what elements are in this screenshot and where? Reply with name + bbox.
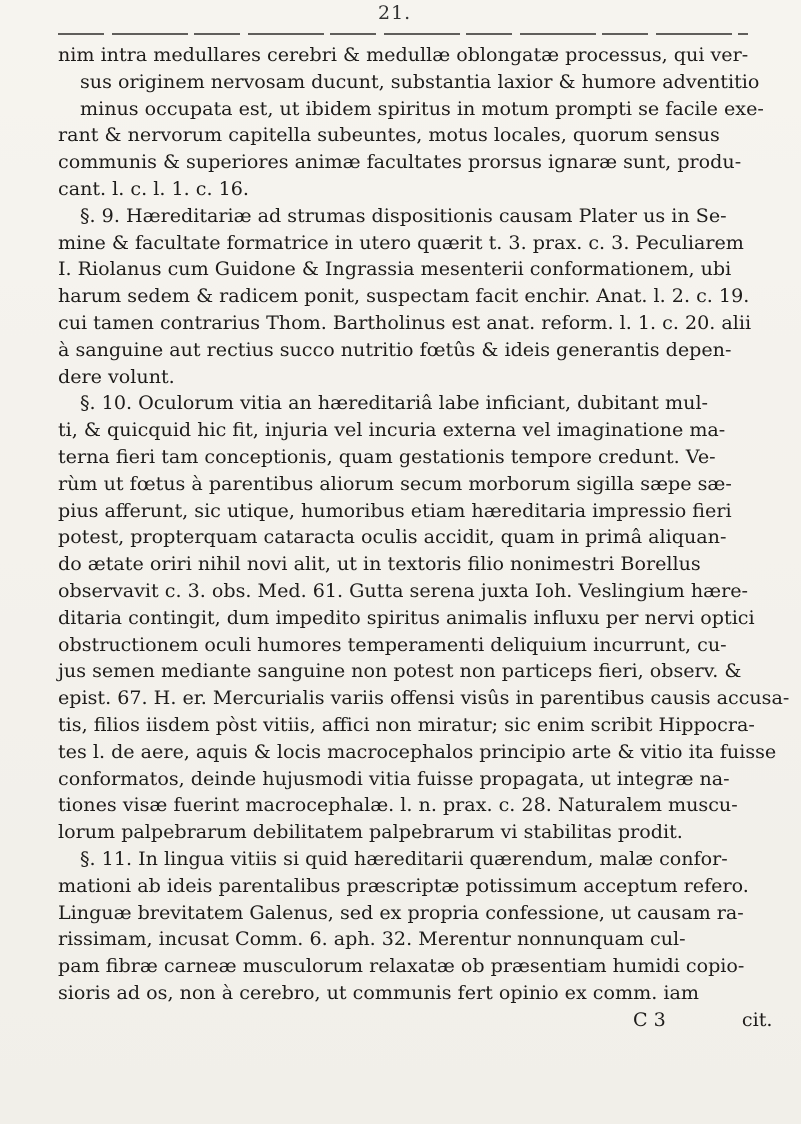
text-line: observavit c. 3. obs. Med. 61. Gutta serena juxta Ioh. Veslingium hære- [58, 578, 748, 602]
text-line: jus semen mediante sanguine non potest non particeps fieri, observ. & [58, 659, 742, 683]
text-line: tis, filios iisdem pòst vitiis, affici non miratur; sic enim scribit Hippocra- [58, 712, 755, 736]
paragraph-start: §. 10. Oculorum vitia an hæreditariâ labe inficiant, dubitant mul- [80, 391, 709, 415]
text-line: tes l. de aere, aquis & locis macrocephalos principio arte & vitio ita fuisse [58, 739, 777, 763]
text-line: rùm ut fœtus à parentibus aliorum secum morborum sigilla sæpe sæ- [58, 471, 732, 495]
text-line: lorum palpebrarum debilitatem palpebrarum vi stabilitas prodit. [58, 820, 683, 844]
header-rule [58, 33, 748, 35]
text-line: obstructionem oculi humores temperamenti deliquium incurrunt, cu- [58, 632, 727, 656]
signature-mark: C 3 [633, 1007, 666, 1031]
text-line: terna fieri tam conceptionis, quam gestationis tempore credunt. Ve- [58, 444, 716, 468]
paragraph-start: §. 9. Hæreditariæ ad strumas dispositionis causam Plater us in Se- [80, 203, 727, 227]
text-line: minus occupata est, ut ibidem spiritus in motum prompti se facile exe- [80, 96, 764, 120]
catchword: cit. [741, 1007, 773, 1031]
text-line: sus originem nervosam ducunt, substantia laxior & humore adventitio [80, 69, 760, 93]
text-line: harum sedem & radicem ponit, suspectam facit enchir. Anat. l. 2. c. 19. [58, 284, 750, 308]
text-line: nim intra medullares cerebri & medullæ oblongatæ processus, qui ver- [58, 43, 749, 66]
text-line: mationi ab ideis parentalibus præscriptæ potissimum acceptum refero. [58, 873, 749, 897]
text-line: ditaria contingit, dum impedito spiritus animalis influxu per nervi optici [58, 605, 755, 629]
text-line: pam fibræ carneæ musculorum relaxatæ ob præsentiam humidi copio- [58, 954, 745, 978]
text-line: à sanguine aut rectius succo nutritio fœtûs & ideis generantis depen- [58, 337, 732, 361]
text-line: pius afferunt, sic utique, humoribus etiam hæreditaria impressio fieri [58, 498, 732, 522]
paragraph-start: §. 11. In lingua vitiis si quid hæreditarii quærendum, malæ confor- [80, 846, 728, 870]
text-line: I. Riolanus cum Guidone & Ingrassia mesenterii conformationem, ubi [58, 257, 732, 281]
text-line: cant. l. c. l. 1. c. 16. [58, 176, 249, 200]
text-line: tiones visæ fuerint macrocephalæ. l. n. prax. c. 28. Naturalem muscu- [58, 793, 738, 817]
text-line: communis & superiores animæ facultates prorsus ignaræ sunt, produ- [58, 150, 742, 174]
text-line: mine & facultate formatrice in utero quærit t. 3. prax. c. 3. Peculiarem [58, 230, 744, 254]
text-line: rant & nervorum capitella subeuntes, motus locales, quorum sensus [58, 123, 720, 147]
footer-line [58, 1007, 773, 1034]
text-line: dere volunt. [58, 364, 175, 388]
text-line: cui tamen contrarius Thom. Bartholinus est anat. reform. l. 1. c. 20. alii [58, 310, 752, 334]
text-line: conformatos, deinde hujusmodi vitia fuisse propagata, ut integræ na- [58, 766, 730, 790]
text-line: do ætate oriri nihil novi alit, ut in textoris filio nonimestri Borellus [58, 552, 701, 576]
page-number: 21. [378, 2, 412, 24]
text-line: ti, & quicquid hic fit, injuria vel incuria externa vel imaginatione ma- [58, 418, 726, 442]
text-line: sioris ad os, non à cerebro, ut communis fert opinio ex comm. iam [58, 980, 699, 1004]
text-line: rissimam, incusat Comm. 6. aph. 32. Merentur nonnunquam cul- [58, 927, 686, 951]
text-line: potest, propterquam cataracta oculis accidit, quam in primâ aliquan- [58, 525, 727, 549]
text-line: Linguæ brevitatem Galenus, sed ex propria confessione, ut causam ra- [58, 900, 744, 924]
text-line: epist. 67. H. er. Mercurialis variis offensi visûs in parentibus causis accusa- [58, 686, 790, 710]
body-text [58, 42, 790, 1033]
